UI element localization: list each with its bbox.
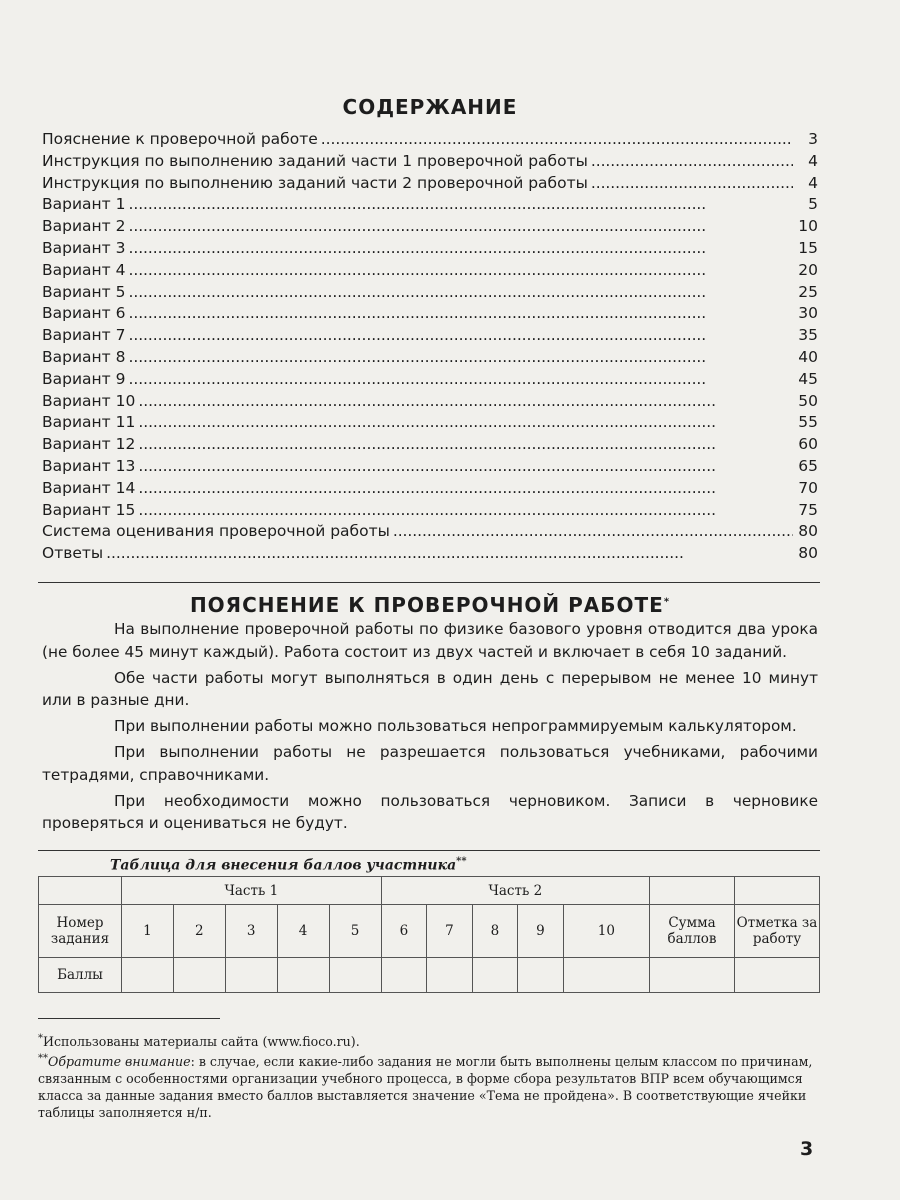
sum-cell[interactable] [650, 958, 735, 993]
section-title [0, 593, 860, 617]
toc-entry-label: Вариант 8 [42, 347, 126, 366]
toc-entry-label: Вариант 6 [42, 304, 126, 323]
toc-entry-page: 20 [798, 260, 818, 279]
task-number-cell: 9 [518, 905, 564, 958]
task-number-cell: 2 [173, 905, 225, 958]
footnote-2-text: : в случае, если какие-либо задания не могли быть выполнены целым классом по причинам, связанным с особенностями организации учебного процесса, в форме сбора результатов ВПР всем обучающимся класса за данные задания вместо баллов выставляется значение «Тема не пройдена». В соответствующие ячейки таблицы заполняется н/п. [38, 1054, 813, 1121]
toc-leader-dots [129, 195, 794, 213]
footnote-2 [38, 1050, 820, 1121]
task-number-cell: 6 [381, 905, 427, 958]
toc-entry-label: Инструкция по выполнению заданий части 1 проверочной работы [42, 151, 588, 170]
toc-leader-dots [138, 392, 793, 410]
toc-entry [42, 501, 818, 523]
toc-entry [42, 195, 818, 217]
toc-entry-page: 4 [808, 173, 818, 192]
toc-leader-dots [129, 304, 794, 322]
points-cell[interactable] [381, 958, 427, 993]
empty-cell [39, 877, 122, 905]
section-title-text: ПОЯСНЕНИЕ К ПРОВЕРОЧНОЙ РАБОТЕ [189, 593, 664, 617]
points-cell[interactable] [472, 958, 518, 993]
footnote-divider [38, 1018, 220, 1019]
toc-entry-label: Вариант 4 [42, 260, 126, 279]
toc-entry [42, 261, 818, 283]
toc-leader-dots [138, 457, 793, 475]
paragraph: При выполнении работы не разрешается пользоваться учебниками, рабочими тетрадями, справочниками. [42, 743, 818, 784]
points-cell[interactable] [329, 958, 381, 993]
toc-entry [42, 479, 818, 501]
toc-entry-label: Вариант 13 [42, 456, 136, 475]
toc-leader-dots [129, 326, 794, 344]
table-divider [38, 850, 820, 851]
toc-entry-page: 55 [798, 413, 818, 432]
toc-entry-page: 45 [798, 369, 818, 388]
table-caption-footnote-mark: ** [456, 856, 467, 867]
toc-entry [42, 457, 818, 479]
toc-entry [42, 130, 818, 152]
toc-entry-label: Вариант 14 [42, 478, 136, 497]
task-number-cell: 3 [225, 905, 277, 958]
toc-leader-dots [129, 370, 794, 388]
section-title-footnote-mark: * [663, 596, 671, 608]
toc-entry-label: Вариант 1 [42, 195, 126, 214]
toc-entry [42, 326, 818, 348]
paragraph: При выполнении работы можно пользоваться непрограммируемым калькулятором. [114, 717, 797, 735]
toc-entry-page: 10 [798, 217, 818, 236]
toc-leader-dots [591, 174, 793, 192]
toc-leader-dots [321, 130, 793, 148]
footnote-2-mark: ** [38, 1053, 48, 1065]
toc-entry-page: 80 [798, 544, 818, 563]
paragraph: На выполнение проверочной работы по физике базового уровня отводится два урока (не более 45 минут каждый). Работа состоит из двух частей и включает в себя 10 заданий. [42, 620, 818, 661]
toc-entry-label: Вариант 15 [42, 500, 136, 519]
toc-entry-page: 25 [798, 282, 818, 301]
toc-entry-label: Ответы [42, 544, 104, 563]
section-divider [38, 582, 820, 583]
toc-entry-page: 80 [798, 522, 818, 541]
toc-entry [42, 522, 818, 544]
toc-entry-page: 3 [808, 130, 818, 148]
toc-entry-label: Вариант 7 [42, 326, 126, 345]
explanation-body [42, 618, 818, 838]
toc-entry-page: 65 [798, 456, 818, 475]
toc-leader-dots [129, 261, 794, 279]
toc-leader-dots [138, 413, 793, 431]
task-number-cell: 5 [329, 905, 381, 958]
toc-leader-dots [129, 283, 794, 301]
toc-leader-dots [138, 501, 793, 519]
toc-entry [42, 435, 818, 457]
toc-entry [42, 544, 818, 566]
points-cell[interactable] [225, 958, 277, 993]
toc-leader-dots [393, 522, 793, 540]
points-label: Баллы [39, 958, 122, 993]
toc-entry-label: Вариант 5 [42, 282, 126, 301]
part2-header: Часть 2 [381, 877, 649, 905]
toc-entry-label: Инструкция по выполнению заданий части 2 проверочной работы [42, 173, 588, 192]
toc-entry [42, 283, 818, 305]
contents-title: СОДЕРЖАНИЕ [342, 95, 518, 119]
toc-entry-page: 50 [798, 391, 818, 410]
toc-entry [42, 348, 818, 370]
toc-entry [42, 392, 818, 414]
table-header-row [39, 877, 820, 905]
points-cell[interactable] [518, 958, 564, 993]
points-cell[interactable] [563, 958, 649, 993]
toc-entry-label: Вариант 11 [42, 413, 136, 432]
footnotes [38, 1030, 820, 1121]
paragraph: Обе части работы могут выполняться в один день с перерывом не менее 10 минут или в разные дни. [42, 668, 818, 709]
toc-entry [42, 152, 818, 174]
points-cell[interactable] [122, 958, 174, 993]
grade-cell[interactable] [735, 958, 820, 993]
empty-cell [650, 877, 735, 905]
toc-entry [42, 174, 818, 196]
points-cell[interactable] [277, 958, 329, 993]
toc-entry-label: Вариант 12 [42, 435, 136, 454]
toc-entry [42, 304, 818, 326]
toc-entry-page: 4 [808, 151, 818, 170]
toc-entry [42, 370, 818, 392]
table-caption-text: Таблица для внесения баллов участника [110, 857, 457, 874]
toc-entry [42, 217, 818, 239]
paragraph: При необходимости можно пользоваться черновиком. Записи в черновике проверяться и оцениваться не будут. [42, 791, 818, 832]
footnote-1-mark: * [38, 1033, 43, 1044]
empty-cell [735, 877, 820, 905]
toc-entry-page: 75 [798, 500, 818, 519]
task-number-cell: 4 [277, 905, 329, 958]
toc-entry-label: Вариант 9 [42, 369, 126, 388]
task-number-cell: 10 [563, 905, 649, 958]
toc-entry [42, 239, 818, 261]
part1-header: Часть 1 [122, 877, 382, 905]
toc-entry-page: 70 [798, 478, 818, 497]
task-number-cell: 8 [472, 905, 518, 958]
toc-entry-page: 15 [798, 238, 818, 257]
toc-entry-label: Вариант 2 [42, 217, 126, 236]
page-number: 3 [800, 1138, 814, 1160]
toc-entry-label: Система оценивания проверочной работы [42, 522, 390, 541]
footnote-1 [38, 1030, 820, 1050]
task-number-cell: 1 [122, 905, 174, 958]
task-number-label: Номер задания [39, 905, 122, 958]
toc-entry-page: 5 [808, 195, 818, 214]
points-cell[interactable] [173, 958, 225, 993]
toc-entry-page: 35 [798, 326, 818, 345]
toc-entry-label: Пояснение к проверочной работе [42, 130, 318, 148]
toc-leader-dots [138, 435, 793, 453]
toc-entry [42, 413, 818, 435]
task-number-cell: 7 [427, 905, 473, 958]
toc-entry-label: Вариант 3 [42, 238, 126, 257]
table-caption [110, 856, 467, 874]
toc-leader-dots [106, 544, 793, 562]
footnote-2-lead: Обратите внимание [48, 1054, 191, 1070]
points-cell[interactable] [427, 958, 473, 993]
toc-leader-dots [129, 239, 794, 257]
toc-leader-dots [138, 479, 793, 497]
toc-leader-dots [129, 348, 794, 366]
footnote-1-text: Использованы материалы сайта (www.fioco.ru). [43, 1034, 360, 1050]
toc-entry-page: 30 [798, 304, 818, 323]
score-table [38, 876, 820, 993]
toc-leader-dots [129, 217, 794, 235]
toc-entry-label: Вариант 10 [42, 391, 136, 410]
sum-label: Сумма баллов [650, 905, 735, 958]
table-of-contents [42, 130, 818, 566]
toc-leader-dots [591, 152, 793, 170]
grade-label: Отметка за работу [735, 905, 820, 958]
task-number-row [39, 905, 820, 958]
toc-entry-page: 40 [798, 347, 818, 366]
points-row [39, 958, 820, 993]
toc-entry-page: 60 [798, 435, 818, 454]
